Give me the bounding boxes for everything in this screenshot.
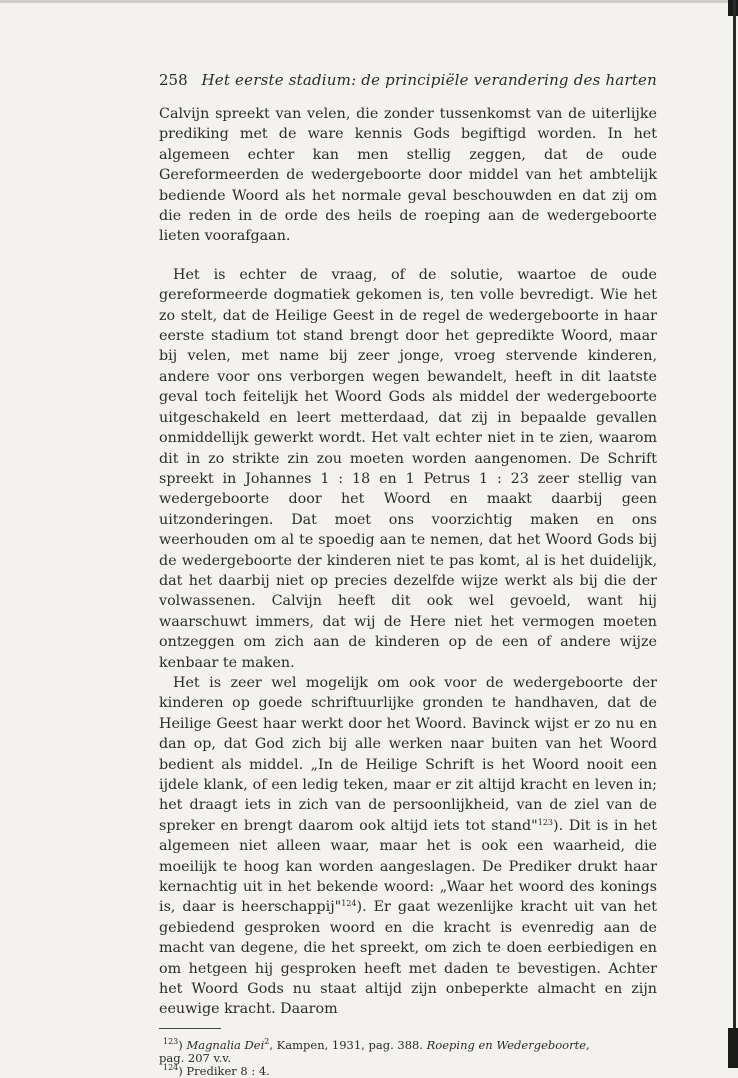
footnote-123-continuation: pag. 207 v.v.: [159, 1050, 232, 1065]
page-number: 258: [159, 71, 188, 89]
footnote-number-123: 123: [163, 1036, 179, 1046]
footnote-123-text-1: , Kampen, 1931, pag. 388.: [269, 1037, 427, 1052]
footnote-123-edition: 2: [264, 1036, 270, 1046]
footnote-123-title-1: Magnalia Dei: [186, 1037, 265, 1052]
page-edge-right: [733, 0, 736, 1068]
paragraph-3-part-2: ). Dit is in het algemeen niet alleen waar, maar het is ook een waarheid, die moeilijk te hoog kan worden aangeslagen. De Prediker drukt haar kernachtig uit in het bekende woord: „Waar het woord des konings is, daar is heerschappij": [159, 817, 657, 916]
paragraph-2: Het is echter de vraag, of de solutie, waartoe de oude gereformeerde dogmatiek gekomen is, ten volle bevredigt. Wie het zo stelt, dat de Heilige Geest in de regel de wedergeboorte in haar eerste stadium tot stand brengt door het gepredikte Woord, maar bij velen, met name bij zeer jonge, vroeg stervende kinderen, andere voor ons verborgen wegen bewandelt, heeft in dit laatste geval toch feitelijk het Woord Gods als middel der wedergeboorte uitgeschakeld en leert metterdaad, dat zij in bepaalde gevallen onmiddellijk gewerkt wordt. Het valt echter niet in te zien, waarom dit in zo strikte zin zou moeten worden aangenomen. De Schrift spreekt in Johannes 1 : 18 en 1 Petrus 1 : 23 zeer stellig van wedergeboorte door het Woord en maakt daarbij geen uitzonderingen. Dat moet ons voorzichtig maken en ons weerhouden om al te spoedig aan te nemen, dat het Woord Gods bij de wedergeboorte der kinderen niet te pas komt, al is het duidelijk, dat het daarbij niet op precies dezelfde wijze werkt als bij die der volwassenen. Calvijn heeft dit ook wel gevoeld, want hij waarschuwt immers, dat wij de Here niet het vermogen moeten ontzeggen om zich aan de kinderen op de een of andere wijze kenbaar te maken.: [159, 266, 657, 671]
footnote-ref-124[interactable]: 124: [341, 899, 357, 909]
top-edge-rule: [0, 0, 738, 3]
running-title: Het eerste stadium: de principiële verandering des harten: [201, 71, 657, 89]
paragraph-3: [159, 673, 657, 1020]
paragraph-3-part-3: ). Er gaat wezenlijke kracht uit van het gebiedend gesproken woord en die kracht is evenredig aan de macht van degene, die het spreekt, om zich te doen eerbiedigen en om hetgeen hij gesproken heeft met daden te bevestigen. Achter het Woord Gods nu staat altijd zijn onbeperkte almacht en zijn eeuwige kracht. Daarom: [159, 899, 657, 1018]
footnote-ref-123[interactable]: 123: [537, 817, 554, 827]
paragraph-1: Calvijn spreekt van velen, die zonder tussenkomst van de uiterlijke prediking met de ware kennis Gods begiftigd worden. In het algemeen echter kan men stellig zeggen, dat de oude Gereformeerden de wedergeboorte door middel van het ambtelijk bediende Woord als het normale geval beschouwden en dat zij om die reden in de orde des heils de roeping aan de wedergeboorte lieten voorafgaan.: [159, 106, 657, 245]
running-header: [159, 70, 657, 90]
footnote-rule: [159, 1028, 221, 1029]
book-page: [159, 70, 657, 1078]
paragraph-3-part-1: Het is zeer wel mogelijk om ook voor de wedergeboorte der kinderen op goede schriftuurlijke gronden te handhaven, dat de Heilige Geest haar werkt door het Woord. Bavinck wijst er zo nu en dan op, dat God zich bij alle werken naar buiten van het Woord bedient als middel. „In de Heilige Schrift is het Woord nooit een ijdele klank, of een ledig teken, maar er zit altijd kracht en leven in; het draagt iets in zich van de persoonlijkheid, van de ziel van de spreker en brengt daarom ook altijd iets tot stand": [159, 674, 657, 834]
footnote-123: $^{123}$) Magnalia Dei$^2$, Kampen, 1931, pag. 388. Roeping en Wedergeboorte,: [163, 1036, 590, 1052]
footnote-124-text: ) Prediker 8 : 4.: [178, 1063, 270, 1078]
body-text: [159, 104, 657, 1020]
page-edge-bottom: [728, 1028, 738, 1068]
footnote-124: [159, 1062, 657, 1078]
footnote-123-title-2: Roeping en Wedergeboorte,: [426, 1037, 590, 1052]
footnotes: [159, 1036, 657, 1078]
footnote-number-124: 124: [163, 1062, 179, 1072]
